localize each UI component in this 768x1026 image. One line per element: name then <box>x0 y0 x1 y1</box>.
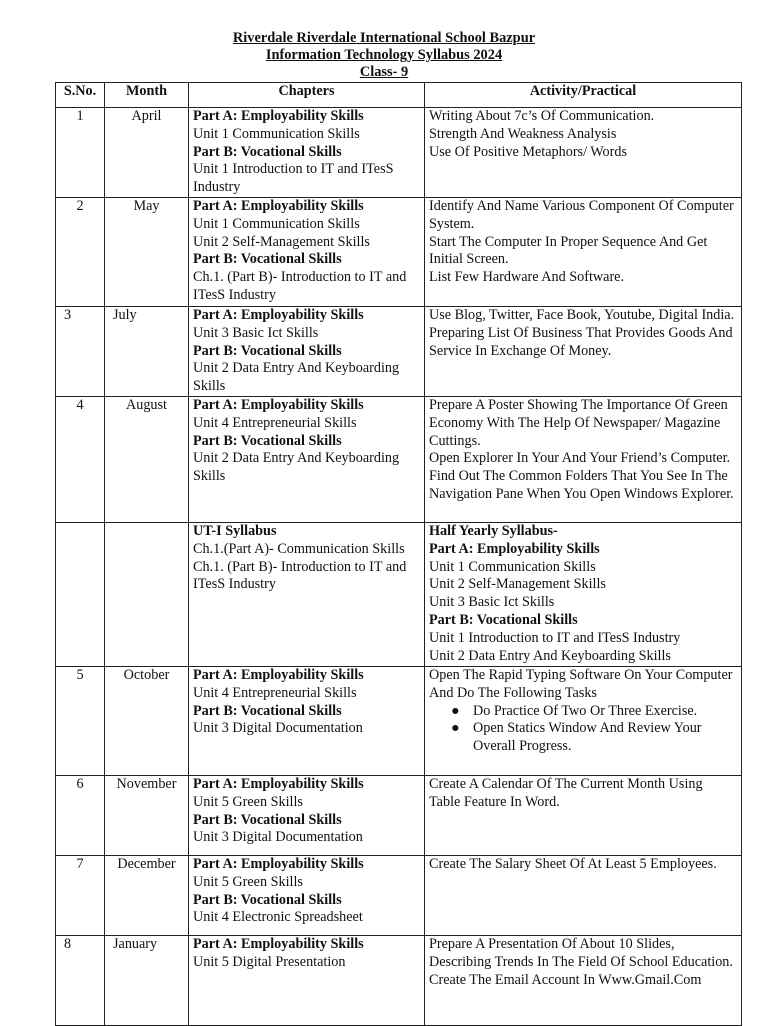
chapter-line: Unit 2 Data Entry And Keyboarding Skills <box>193 450 400 485</box>
activity-line: Open The Rapid Typing Software On Your Computer And Do The Following Tasks <box>429 666 733 701</box>
activity-line: Unit 2 Self-Management Skills <box>429 576 606 593</box>
chapters-cell <box>189 775 425 855</box>
table-body <box>56 108 742 1026</box>
chapters-cell <box>189 306 425 396</box>
activity-line: Use Blog, Twitter, Face Book, Youtube, Digital India. <box>429 306 735 323</box>
chapter-line: Unit 3 Digital Documentation <box>193 829 363 846</box>
list-item <box>451 702 737 721</box>
serial-number-cell: 7 <box>56 855 105 935</box>
activity-line: Unit 1 Introduction to IT and ITesS Industry <box>429 629 681 646</box>
month-cell: July <box>105 306 189 396</box>
bullet-icon: ● <box>451 720 460 737</box>
section-heading: Part A: Employability Skills <box>193 197 364 214</box>
chapter-line: Ch.1.(Part A)- Communication Skills <box>193 540 405 557</box>
syllabus-title: Information Technology Syllabus 2024 <box>265 47 503 63</box>
chapter-line: Unit 2 Self-Management Skills <box>193 233 370 250</box>
syllabus-table <box>55 82 742 1026</box>
table-row <box>56 396 742 522</box>
table-row <box>56 522 742 666</box>
chapter-line: Unit 2 Data Entry And Keyboarding Skills <box>193 360 400 395</box>
table-row <box>56 775 742 855</box>
chapter-line: Unit 4 Entrepreneurial Skills <box>193 414 357 431</box>
month-cell: May <box>105 197 189 306</box>
serial-number-cell: 1 <box>56 108 105 198</box>
chapter-line: Unit 4 Entrepreneurial Skills <box>193 684 357 701</box>
chapters-cell <box>189 522 425 666</box>
serial-number-cell: 5 <box>56 666 105 775</box>
chapters-cell <box>189 935 425 1025</box>
serial-number-cell: 2 <box>56 197 105 306</box>
activity-cell <box>425 306 742 396</box>
activity-line: Create A Calendar Of The Current Month Using Table Feature In Word. <box>429 775 703 810</box>
bullet-text: Open Statics Window And Review Your Overall Progress. <box>473 720 702 755</box>
month-cell: December <box>105 855 189 935</box>
section-heading: Part A: Employability Skills <box>193 775 364 792</box>
activity-cell <box>425 775 742 855</box>
section-heading: Part A: Employability Skills <box>429 540 600 557</box>
activity-line: List Few Hardware And Software. <box>429 269 625 286</box>
month-cell <box>105 522 189 666</box>
month-cell: August <box>105 396 189 522</box>
column-header-month: Month <box>105 83 189 108</box>
chapter-line: Ch.1. (Part B)- Introduction to IT and ITesS Industry <box>193 558 407 593</box>
section-heading: Part B: Vocational Skills <box>193 342 342 359</box>
column-header-activity: Activity/Practical <box>425 83 742 108</box>
chapters-cell <box>189 396 425 522</box>
activity-line: Strength And Weakness Analysis <box>429 125 617 142</box>
section-heading: Part A: Employability Skills <box>193 396 364 413</box>
chapters-cell <box>189 855 425 935</box>
chapter-line: Unit 5 Green Skills <box>193 793 303 810</box>
month-cell: October <box>105 666 189 775</box>
document-header <box>0 0 768 81</box>
table-row <box>56 197 742 306</box>
activity-cell <box>425 855 742 935</box>
chapter-line: Unit 1 Introduction to IT and ITesS Industry <box>193 161 394 196</box>
month-cell: November <box>105 775 189 855</box>
class-title: Class- 9 <box>359 64 409 80</box>
chapter-line: Unit 5 Green Skills <box>193 873 303 890</box>
chapter-line: Unit 4 Electronic Spreadsheet <box>193 909 363 926</box>
table-row <box>56 666 742 775</box>
section-heading: Part B: Vocational Skills <box>429 611 578 628</box>
chapter-line: Unit 5 Digital Presentation <box>193 953 346 970</box>
chapter-line: Unit 1 Communication Skills <box>193 215 360 232</box>
section-heading: Part B: Vocational Skills <box>193 432 342 449</box>
chapters-cell <box>189 108 425 198</box>
table-row <box>56 855 742 935</box>
activity-line: Unit 3 Basic Ict Skills <box>429 594 555 611</box>
serial-number-cell <box>56 522 105 666</box>
section-heading: Part A: Employability Skills <box>193 855 364 872</box>
table-row <box>56 108 742 198</box>
chapters-cell <box>189 197 425 306</box>
section-heading: Part B: Vocational Skills <box>193 251 342 268</box>
chapters-cell <box>189 666 425 775</box>
table-row <box>56 935 742 1025</box>
activity-line: Create The Email Account In Www.Gmail.Com <box>429 971 702 988</box>
column-header-chapters: Chapters <box>189 83 425 108</box>
activity-cell <box>425 522 742 666</box>
section-heading: Part B: Vocational Skills <box>193 891 342 908</box>
bullet-text: Do Practice Of Two Or Three Exercise. <box>473 702 698 719</box>
month-cell: January <box>105 935 189 1025</box>
section-heading: Part A: Employability Skills <box>193 666 364 683</box>
activity-line: Unit 1 Communication Skills <box>429 558 596 575</box>
activity-cell <box>425 108 742 198</box>
activity-line: Unit 2 Data Entry And Keyboarding Skills <box>429 647 671 664</box>
chapter-line: Ch.1. (Part B)- Introduction to IT and ITesS Industry <box>193 269 407 303</box>
section-heading: Part B: Vocational Skills <box>193 702 342 719</box>
column-header-sno: S.No. <box>56 83 105 108</box>
section-heading: Part B: Vocational Skills <box>193 811 342 828</box>
activity-line: Start The Computer In Proper Sequence And Get Initial Screen. <box>429 233 708 268</box>
activity-line: Preparing List Of Business That Provides Goods And Service In Exchange Of Money. <box>429 324 733 359</box>
section-heading: Half Yearly Syllabus- <box>429 522 558 539</box>
bullet-icon: ● <box>451 702 460 719</box>
activity-line: Writing About 7c’s Of Communication. <box>429 108 655 124</box>
school-name: Riverdale Riverdale International School Bazpur <box>232 30 536 46</box>
month-cell: April <box>105 108 189 198</box>
serial-number-cell: 4 <box>56 396 105 522</box>
activity-cell <box>425 935 742 1025</box>
serial-number-cell: 3 <box>56 306 105 396</box>
section-heading: Part A: Employability Skills <box>193 306 364 323</box>
table-header-row <box>56 83 742 108</box>
section-heading: UT-I Syllabus <box>193 522 277 539</box>
activity-line: Identify And Name Various Component Of Computer System. <box>429 197 734 232</box>
serial-number-cell: 8 <box>56 935 105 1025</box>
section-heading: Part B: Vocational Skills <box>193 143 342 160</box>
serial-number-cell: 6 <box>56 775 105 855</box>
activity-line: Open Explorer In Your And Your Friend’s Computer. Find Out The Common Folders That You See In The Navigation Pane When You Open Windows Explorer. <box>429 450 734 502</box>
activity-line: Prepare A Presentation Of About 10 Slides, Describing Trends In The Field Of School Education. <box>429 935 733 970</box>
table-row <box>56 306 742 396</box>
activity-line: Create The Salary Sheet Of At Least 5 Employees. <box>429 855 717 872</box>
activity-cell <box>425 396 742 522</box>
section-heading: Part A: Employability Skills <box>193 935 364 952</box>
activity-line: Use Of Positive Metaphors/ Words <box>429 143 627 160</box>
chapter-line: Unit 1 Communication Skills <box>193 125 360 142</box>
chapter-line: Unit 3 Digital Documentation <box>193 720 363 737</box>
chapter-line: Unit 3 Basic Ict Skills <box>193 324 319 341</box>
section-heading: Part A: Employability Skills <box>193 108 364 124</box>
activity-cell <box>425 666 742 775</box>
activity-cell <box>425 197 742 306</box>
activity-line: Prepare A Poster Showing The Importance Of Green Economy With The Help Of Newspaper/ Magazine Cuttings. <box>429 396 728 449</box>
task-list <box>429 703 737 756</box>
list-item <box>451 720 737 756</box>
